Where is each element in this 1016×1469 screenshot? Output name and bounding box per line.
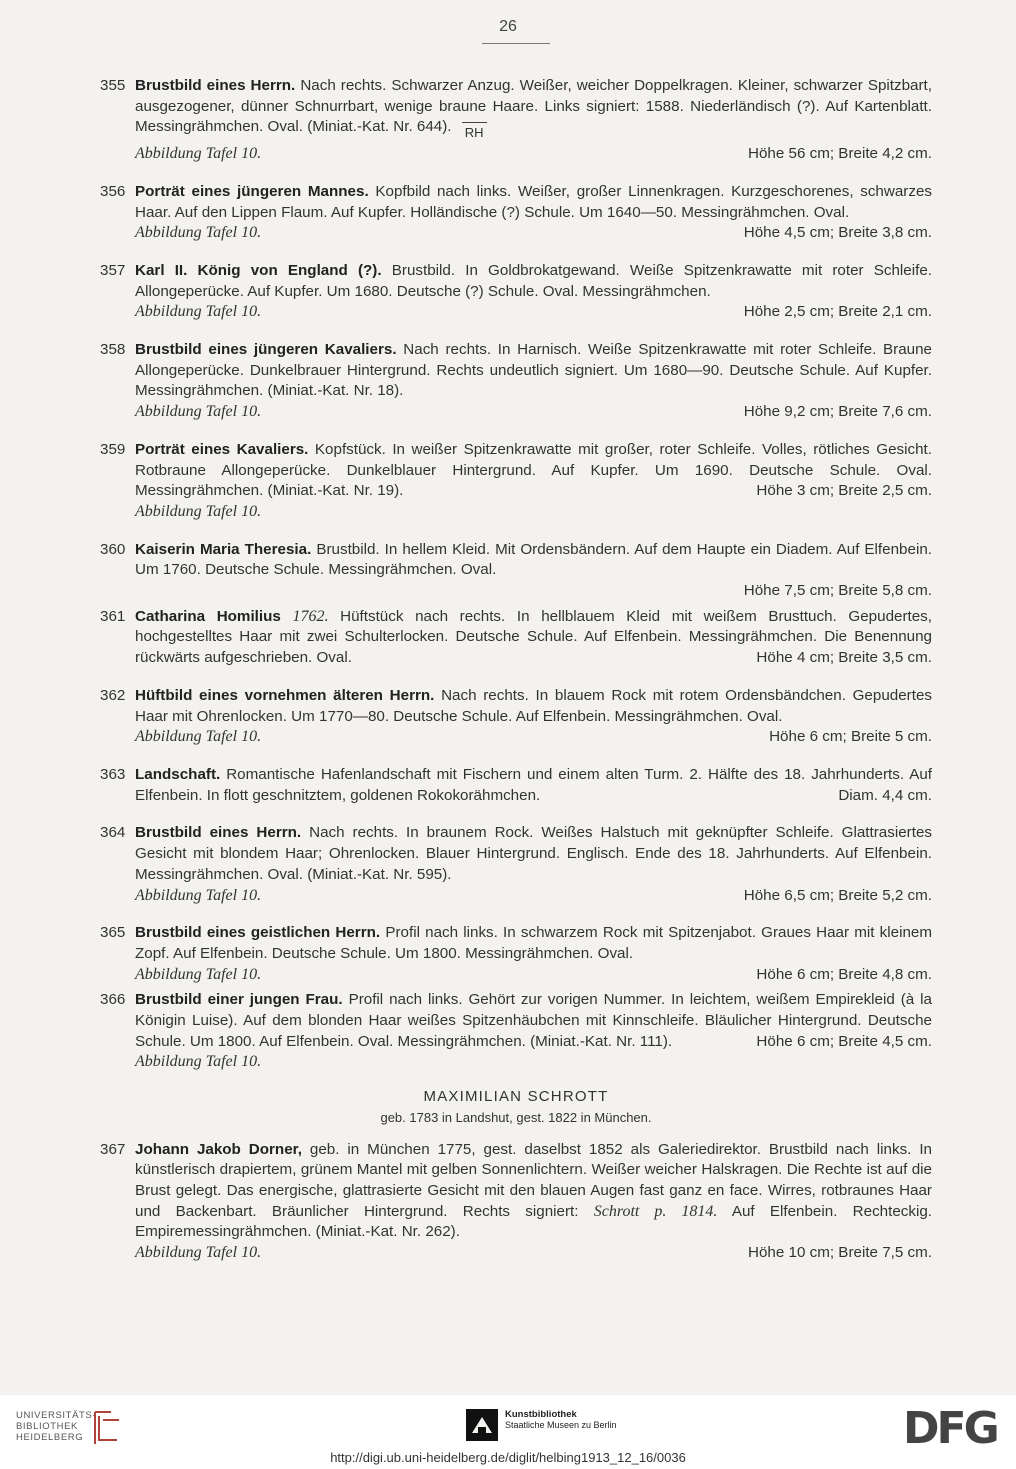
catalog-text — [100, 76, 932, 1264]
entry-text: Nach rechts. Schwarzer Anzug. Weißer, weicher Doppelkragen. Kleiner, schwarzer Spitzbart, ausgezogener, dünner Schnurrbart, wenige braune Haare. Links signiert: 1588. Niederländisch (?). Auf Kartenblatt. Messingrähmchen. Oval. (Miniat.-Kat. Nr. 644). — [135, 77, 932, 136]
plate-reference: Abbildung Tafel 10. — [135, 1244, 262, 1262]
entry-number: 365 — [100, 924, 126, 942]
catalog-entry — [100, 182, 932, 244]
entry-number: 362 — [100, 686, 126, 704]
entry-title: Johann Jakob Dorner, — [135, 1140, 302, 1158]
entry-dimensions: Höhe 2,5 cm; Breite 2,1 cm. — [743, 303, 932, 321]
entry-number: 360 — [100, 540, 126, 558]
entry-title: Hüftbild eines vornehmen älteren Herrn. — [135, 686, 435, 704]
catalog-entry — [100, 686, 932, 748]
entry-number: 357 — [100, 261, 126, 279]
entry-number: 366 — [100, 991, 126, 1009]
kunstbibliothek-title: Kunstbibliothek — [505, 1409, 577, 1420]
catalog-entry — [100, 607, 932, 669]
plate-reference: Abbildung Tafel 10. — [135, 965, 262, 983]
entry-dimensions: Höhe 7,5 cm; Breite 5,8 cm. — [743, 582, 932, 600]
entry-text: Romantische Hafenlandschaft mit Fischern und einem alten Turm. 2. Hälfte des 18. Jahrhunderts. Auf Elfenbein. In flott geschnitztem, goldenen Rokokorähmchen. — [135, 765, 932, 804]
entry-title: Landschaft. — [135, 765, 221, 783]
entry-title: Brustbild eines Herrn. — [135, 77, 296, 94]
entry-text: Nach rechts. In blauem Rock mit rotem Ordensbändchen. Gepudertes Haar mit Ohrenlocken. Um 1770—80. Deutsche Schule. Auf Elfenbein. Messingrähmchen. Oval. — [135, 686, 932, 725]
entry-number: 359 — [100, 440, 126, 458]
entry-text: Kopfstück. In weißer Spitzenkrawatte mit großer, roter Schleife. Volles, rötliches Gesicht. Rotbraune Allongeperücke. Dunkelblauer Hintergrund. Auf Kupfer. Um 1690. Deutsche Schule. Oval. Messingrähmchen. (Miniat.-Kat. Nr. 19). — [135, 440, 932, 500]
page-number: 26 — [499, 18, 517, 35]
plate-reference: Abbildung Tafel 10. — [135, 502, 262, 520]
entry-dimensions: Höhe 6 cm; Breite 4,5 cm. — [756, 1032, 932, 1050]
entry-title: Brustbild einer jungen Frau. — [135, 991, 343, 1009]
entry-text: Profil nach links. In schwarzem Rock mit Spitzenjabot. Graues Haar mit kleinem Zopf. Auf Elfenbein. Deutsche Schule. Um 1800. Messingrähmchen. Oval. — [135, 924, 932, 962]
entry-number: 358 — [100, 341, 126, 359]
entry-signature: Schrott p. 1814. — [593, 1202, 718, 1220]
entry-title: Brustbild eines Herrn. — [135, 824, 302, 842]
plate-reference: Abbildung Tafel 10. — [135, 728, 262, 746]
entry-number: 355 — [100, 77, 126, 94]
entry-dimensions: Höhe 6 cm; Breite 5 cm. — [769, 728, 932, 746]
catalog-entry — [100, 76, 932, 165]
entry-text-continued: Auf Elfenbein. Rechteckig. Empiremessingrähmchen. (Miniat.-Kat. Nr. 262). — [135, 1202, 933, 1241]
entry-dimensions: Höhe 4 cm; Breite 3,5 cm. — [756, 649, 932, 667]
plate-reference: Abbildung Tafel 10. — [135, 303, 262, 321]
catalog-entry — [100, 1140, 932, 1264]
permalink-url[interactable]: http://digi.ub.uni-heidelberg.de/diglit/helbing1913_12_16/0036 — [330, 1450, 686, 1465]
entry-text: Nach rechts. In braunem Rock. Weißes Halstuch mit geknüpfter Schleife. Glattrasiertes Gesicht mit blondem Haar; Ohrenlocken. Blauer Hintergrund. Englisch. Ende des 18. Jahrhunderts. Auf Elfenbein. Messingrähmchen. Oval. (Miniat.-Kat. Nr. 595). — [135, 824, 932, 883]
university-logo-line: UNIVERSITÄTS- — [16, 1410, 97, 1421]
entry-footer-line — [135, 886, 932, 907]
entry-footer-line — [135, 144, 932, 165]
catalog-entry — [100, 765, 932, 806]
entry-title: Kaiserin Maria Theresia. — [135, 540, 312, 558]
kunstbibliothek-subtitle: Staatliche Museen zu Berlin — [505, 1420, 617, 1430]
entry-dimensions: Höhe 56 cm; Breite 4,2 cm. — [747, 145, 932, 163]
entry-dimensions: Höhe 9,2 cm; Breite 7,6 cm. — [743, 403, 932, 421]
entry-title: Brustbild eines jüngeren Kavaliers. — [135, 341, 397, 359]
entry-dimensions: Höhe 10 cm; Breite 7,5 cm. — [747, 1244, 932, 1262]
entry-text: Brustbild. In hellem Kleid. Mit Ordensbändern. Auf dem Haupte ein Diadem. Auf Elfenbein. Um 1760. Deutsche Schule. Messingrähmchen. Oval. — [135, 540, 932, 579]
plate-reference: Abbildung Tafel 10. — [135, 403, 262, 421]
entry-footer-line — [135, 402, 932, 423]
catalog-entry — [100, 261, 932, 323]
plate-reference: Abbildung Tafel 10. — [135, 145, 262, 163]
page-number-rule — [482, 43, 550, 44]
entry-number: 364 — [100, 824, 126, 842]
entry-dimensions: Höhe 3 cm; Breite 2,5 cm. — [756, 482, 932, 500]
entry-number: 363 — [100, 765, 126, 783]
entry-dimensions: Diam. 4,4 cm. — [838, 786, 932, 804]
university-emblem-icon — [91, 1406, 123, 1448]
entry-footer-line — [135, 965, 932, 986]
catalog-entry — [100, 923, 932, 985]
entry-number: 367 — [100, 1140, 126, 1158]
kunstbibliothek-label — [505, 1409, 617, 1431]
entry-text: Hüftstück nach rechts. In hellblauem Kleid mit weißem Brusttuch. Gepudertes, hochgestelltes Haar mit zwei Schulterlocken. Deutsche Schule. Auf Elfenbein. Messingrähmchen. Die Benennung rückwärts aufgeschrieben. Oval. — [135, 607, 932, 667]
entry-text: Kopfbild nach links. Weißer, großer Linnenkragen. Kurzgeschorenes, schwarzes Haar. Auf den Lippen Flaum. Auf Kupfer. Holländische (?) Schule. Um 1640—50. Messingrähmchen. Oval. — [135, 182, 932, 221]
digitization-footer — [0, 1395, 1016, 1469]
entry-dimensions: Höhe 6,5 cm; Breite 5,2 cm. — [743, 886, 932, 904]
university-logo-line: HEIDELBERG — [16, 1432, 84, 1443]
entry-footer-line — [135, 1243, 932, 1264]
entry-text: Brustbild. In Goldbrokatgewand. Weiße Spitzenkrawatte mit roter Schleife. Allongeperücke. Auf Kupfer. Um 1680. Deutsche (?) Schule. Oval. Messingrähmchen. — [135, 261, 932, 300]
entry-title: Porträt eines Kavaliers. — [135, 440, 309, 458]
entry-number: 361 — [100, 607, 126, 625]
university-logo-line: BIBLIOTHEK — [16, 1421, 78, 1432]
artist-life-dates: geb. 1783 in Landshut, gest. 1822 in München. — [380, 1109, 652, 1125]
entry-text: Profil nach links. Gehört zur vorigen Nummer. In leichtem, weißem Empirekleid (à la Königin Luise). Auf dem blonden Haar weißes Spitzenhäubchen mit Kinnschleife. Bläulicher Hintergrund. Deutsche Schule. Um 1800. Auf Elfenbein. Oval. Messingrähmchen. (Miniat.-Kat. Nr. 111). — [135, 991, 932, 1050]
plate-reference: Abbildung Tafel 10. — [135, 886, 262, 904]
entry-title: Karl II. König von England (?). — [135, 261, 382, 279]
plate-reference: Abbildung Tafel 10. — [135, 1053, 262, 1071]
catalog-entry — [100, 823, 932, 906]
kunstbibliothek-logo-icon — [466, 1409, 498, 1441]
entry-title: Porträt eines jüngeren Mannes. — [135, 182, 369, 200]
catalog-entry — [100, 440, 932, 523]
artist-heading: MAXIMILIAN SCHROTT — [423, 1088, 609, 1106]
catalog-entry — [100, 990, 932, 1073]
entry-title: Catharina Homilius — [135, 607, 281, 625]
entry-year: 1762. — [292, 607, 329, 625]
catalog-entry — [100, 340, 932, 423]
entry-text: Nach rechts. In Harnisch. Weiße Spitzenkrawatte mit roter Schleife. Braune Allongeperücke. Dunkelbrauer Hintergrund. Rechts undeutlich signiert. Um 1680—90. Deutsche Schule. Auf Kupfer. Messingrähmchen. (Miniat.-Kat. Nr. 18). — [135, 341, 932, 400]
entry-footer-line — [135, 302, 932, 323]
entry-title: Brustbild eines geistlichen Herrn. — [135, 924, 381, 942]
entry-footer-line — [135, 727, 932, 748]
entry-text: geb. in München 1775, gest. daselbst 1852 als Galeriedirektor. Brustbild nach links. In künstlerisch drapiertem, grünem Mantel mit gelben Sonnenlichtern. Weißer weicher Halskragen. Die Rechte ist auf die Brust gelegt. Das energische, glattrasierte Gesicht mit den blauen Augen fast ganz en face. Wirres, rotbraunes Haar und Backenbart. Bräunlicher Hintergrund. Rechts signiert: — [135, 1140, 932, 1220]
catalog-entry — [100, 540, 932, 602]
entry-number: 356 — [100, 182, 126, 200]
dfg-logo: DFG — [903, 1403, 997, 1454]
entry-dimensions: Höhe 4,5 cm; Breite 3,8 cm. — [743, 224, 932, 242]
plate-reference: Abbildung Tafel 10. — [135, 224, 262, 242]
university-library-logo — [16, 1410, 96, 1443]
signature-monogram: RH — [462, 122, 487, 144]
entry-dimensions: Höhe 6 cm; Breite 4,8 cm. — [756, 965, 932, 983]
